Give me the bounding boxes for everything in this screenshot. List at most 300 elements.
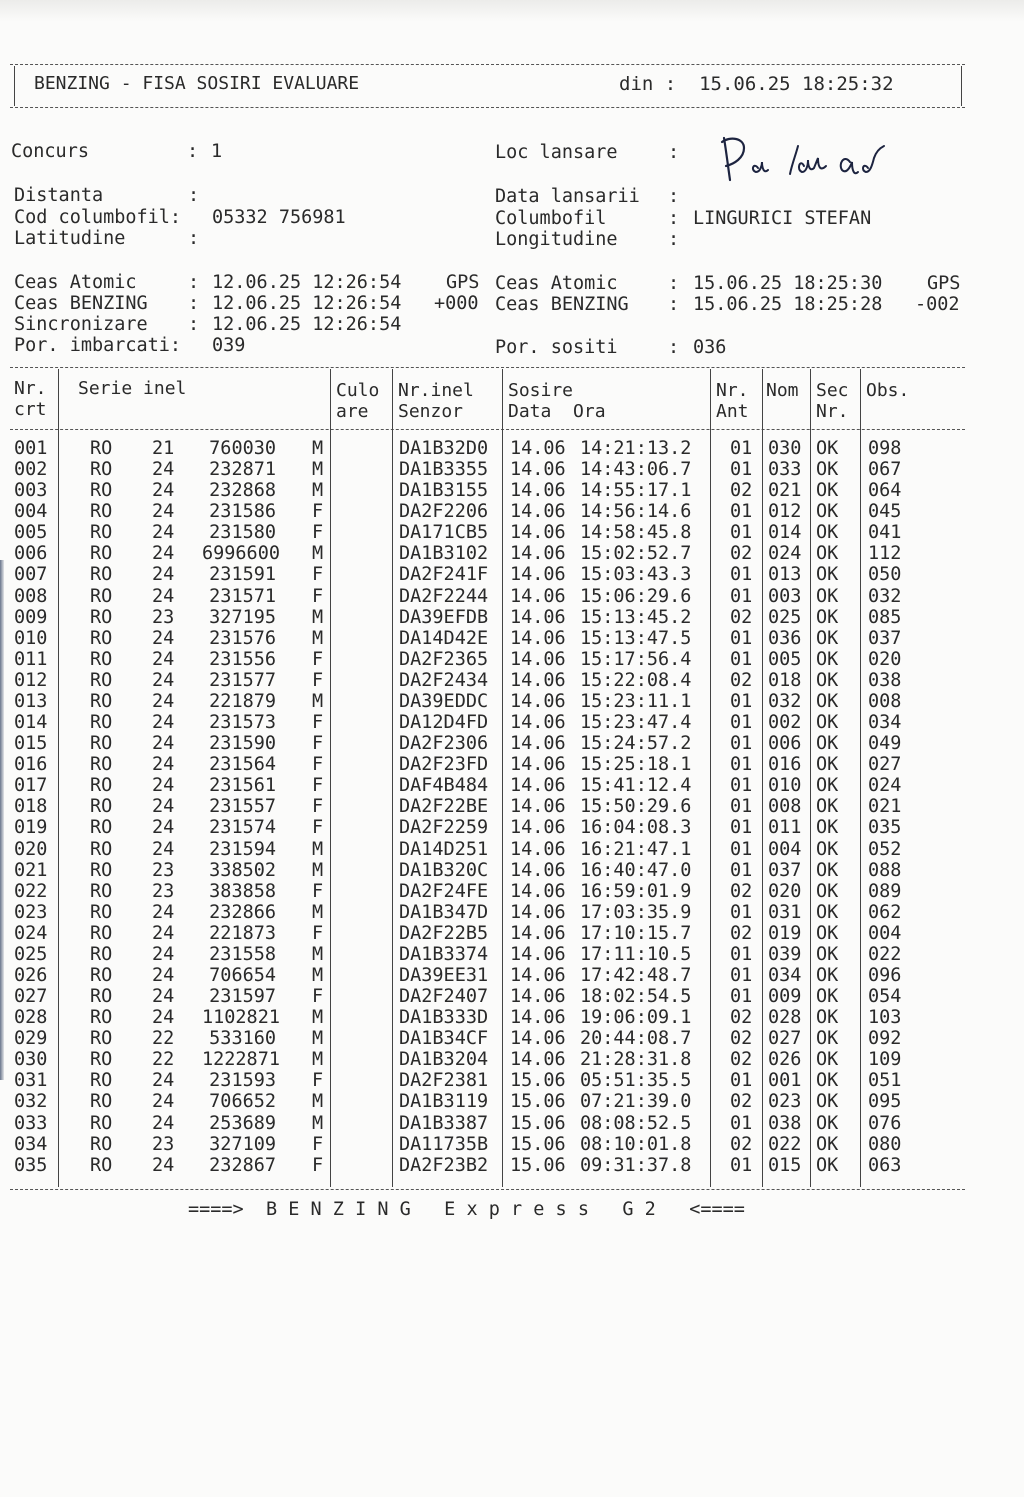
cell-sec: OK bbox=[816, 606, 839, 628]
cell-nr: 009 bbox=[14, 606, 48, 628]
th-nr: Nr. bbox=[14, 378, 47, 399]
cell-nom: 001 bbox=[768, 1070, 802, 1092]
sincronizare-value: 12.06.25 12:26:54 bbox=[212, 314, 402, 335]
cell-time: 14:43:06.7 bbox=[580, 459, 692, 481]
cell-ant: 01 bbox=[730, 564, 753, 586]
cell-year: 24 bbox=[152, 922, 175, 944]
table-header-separator bbox=[10, 429, 965, 430]
cod-columbofil-value: 05332 756981 bbox=[212, 207, 346, 228]
cell-date: 14.06 bbox=[510, 817, 566, 839]
cell-sex: M bbox=[312, 627, 324, 649]
cell-nr: 027 bbox=[14, 986, 48, 1008]
cell-country: RO bbox=[90, 775, 113, 797]
cell-nom: 002 bbox=[768, 712, 802, 734]
cell-sensor: DAF4B484 bbox=[399, 775, 489, 797]
cell-ring: 231597 bbox=[209, 986, 276, 1008]
cell-obs: 022 bbox=[868, 943, 902, 965]
cell-ant: 02 bbox=[730, 606, 753, 628]
cell-sec: OK bbox=[816, 838, 839, 860]
cell-nom: 027 bbox=[768, 1028, 802, 1050]
cell-sex: M bbox=[312, 690, 324, 712]
cell-nom: 028 bbox=[768, 1007, 802, 1029]
table-row bbox=[14, 649, 974, 670]
cell-ring: 231573 bbox=[209, 712, 276, 734]
cell-nom: 023 bbox=[768, 1091, 802, 1113]
cell-sex: F bbox=[312, 712, 324, 734]
th-sec-nr: Nr. bbox=[816, 401, 849, 422]
cell-obs: 109 bbox=[868, 1049, 902, 1071]
cell-sec: OK bbox=[816, 943, 839, 965]
cell-ring: 221879 bbox=[209, 690, 276, 712]
cell-ant: 01 bbox=[730, 986, 753, 1008]
cell-obs: 054 bbox=[868, 986, 902, 1008]
cell-sensor: DA2F2244 bbox=[399, 585, 489, 607]
cell-year: 24 bbox=[152, 501, 175, 523]
cell-date: 14.06 bbox=[510, 459, 566, 481]
cell-obs: 041 bbox=[868, 522, 902, 544]
imbarcati-value: 039 bbox=[212, 335, 246, 356]
cell-country: RO bbox=[90, 522, 113, 544]
table-row bbox=[14, 691, 974, 712]
cell-sec: OK bbox=[816, 986, 839, 1008]
cell-date: 15.06 bbox=[510, 1154, 566, 1176]
cell-year: 24 bbox=[152, 965, 175, 986]
table-row bbox=[14, 670, 974, 691]
table-row bbox=[14, 1028, 974, 1049]
cell-sex: F bbox=[312, 669, 324, 691]
cell-year: 24 bbox=[152, 669, 175, 691]
cell-sensor: DA14D42E bbox=[399, 627, 489, 649]
cell-ant: 02 bbox=[730, 480, 753, 502]
th-data-ora: Data Ora bbox=[508, 401, 606, 422]
colon: : bbox=[668, 337, 680, 358]
cell-ring: 232871 bbox=[209, 459, 276, 481]
cell-country: RO bbox=[90, 585, 113, 607]
ceas-benzing-diff: +000 bbox=[434, 293, 479, 314]
colon: : bbox=[668, 229, 680, 250]
cell-nom: 004 bbox=[768, 838, 802, 860]
cell-nr: 010 bbox=[14, 627, 48, 649]
cell-sex: M bbox=[312, 838, 324, 860]
cell-ant: 02 bbox=[730, 669, 753, 691]
cell-sec: OK bbox=[816, 648, 839, 670]
cell-year: 24 bbox=[152, 480, 175, 502]
cell-date: 14.06 bbox=[510, 880, 566, 902]
cell-date: 14.06 bbox=[510, 543, 566, 565]
cell-nom: 005 bbox=[768, 648, 802, 670]
cell-obs: 024 bbox=[868, 775, 902, 797]
cell-obs: 037 bbox=[868, 627, 902, 649]
cell-year: 24 bbox=[152, 838, 175, 860]
cell-time: 09:31:37.8 bbox=[580, 1154, 692, 1176]
data-lansarii-label: Data lansarii bbox=[495, 186, 640, 207]
cell-sex: M bbox=[312, 606, 324, 628]
cell-sensor: DA1B3102 bbox=[399, 543, 489, 565]
th-obs: Obs. bbox=[866, 380, 910, 401]
cell-sec: OK bbox=[816, 712, 839, 734]
cell-sensor: DA39EE31 bbox=[399, 965, 489, 986]
cell-time: 17:11:10.5 bbox=[580, 943, 692, 965]
cell-date: 15.06 bbox=[510, 1112, 566, 1134]
cell-obs: 103 bbox=[868, 1007, 902, 1029]
table-row bbox=[14, 817, 974, 838]
cell-country: RO bbox=[90, 922, 113, 944]
cell-obs: 067 bbox=[868, 459, 902, 481]
table-row bbox=[14, 1113, 974, 1134]
cell-nr: 008 bbox=[14, 585, 48, 607]
cell-obs: 095 bbox=[868, 1091, 902, 1113]
cell-date: 14.06 bbox=[510, 901, 566, 923]
cell-sex: M bbox=[312, 543, 324, 565]
table-row bbox=[14, 965, 974, 986]
cell-country: RO bbox=[90, 1049, 113, 1071]
cell-sex: M bbox=[312, 1049, 324, 1071]
cell-nom: 039 bbox=[768, 943, 802, 965]
columbofil-value: LINGURICI STEFAN bbox=[693, 208, 872, 229]
cell-ant: 01 bbox=[730, 733, 753, 755]
cell-nom: 024 bbox=[768, 543, 802, 565]
cell-obs: 038 bbox=[868, 669, 902, 691]
cell-nom: 009 bbox=[768, 986, 802, 1008]
cell-date: 14.06 bbox=[510, 438, 566, 459]
cell-country: RO bbox=[90, 712, 113, 734]
cell-obs: 092 bbox=[868, 1028, 902, 1050]
cell-nom: 033 bbox=[768, 459, 802, 481]
cell-ring: 231571 bbox=[209, 585, 276, 607]
cell-ring: 231591 bbox=[209, 564, 276, 586]
cell-time: 14:55:17.1 bbox=[580, 480, 692, 502]
cell-sec: OK bbox=[816, 754, 839, 776]
cell-country: RO bbox=[90, 901, 113, 923]
cell-obs: 096 bbox=[868, 965, 902, 986]
cell-ring: 231576 bbox=[209, 627, 276, 649]
cell-country: RO bbox=[90, 796, 113, 818]
cell-sec: OK bbox=[816, 669, 839, 691]
cell-obs: 076 bbox=[868, 1112, 902, 1134]
cell-ant: 01 bbox=[730, 1112, 753, 1134]
cell-obs: 049 bbox=[868, 733, 902, 755]
cell-ring: 231586 bbox=[209, 501, 276, 523]
cell-sex: M bbox=[312, 1028, 324, 1050]
ceas-benzing-value: 15.06.25 18:25:28 bbox=[693, 294, 883, 315]
cell-obs: 027 bbox=[868, 754, 902, 776]
cell-date: 14.06 bbox=[510, 522, 566, 544]
cell-time: 08:08:52.5 bbox=[580, 1112, 692, 1134]
cell-ring: 231561 bbox=[209, 775, 276, 797]
cell-year: 24 bbox=[152, 712, 175, 734]
cell-ring: 706654 bbox=[209, 965, 276, 986]
cell-year: 24 bbox=[152, 690, 175, 712]
cell-ant: 01 bbox=[730, 796, 753, 818]
ceas-benzing-label: Ceas BENZING bbox=[495, 294, 629, 315]
cell-obs: 050 bbox=[868, 564, 902, 586]
cell-nom: 037 bbox=[768, 859, 802, 881]
cell-year: 24 bbox=[152, 1070, 175, 1092]
scan-shadow bbox=[0, 0, 1024, 22]
cell-ant: 01 bbox=[730, 817, 753, 839]
sositi-label: Por. sositi bbox=[495, 337, 618, 358]
cell-sensor: DA1B3374 bbox=[399, 943, 489, 965]
cod-columbofil-label: Cod columbofil: bbox=[14, 207, 182, 228]
cell-ring: 338502 bbox=[209, 859, 276, 881]
cell-ant: 01 bbox=[730, 501, 753, 523]
cell-sec: OK bbox=[816, 796, 839, 818]
cell-sensor: DA2F23B2 bbox=[399, 1154, 489, 1176]
table-row bbox=[14, 712, 974, 733]
cell-obs: 032 bbox=[868, 585, 902, 607]
cell-country: RO bbox=[90, 669, 113, 691]
cell-sensor: DA14D251 bbox=[399, 838, 489, 860]
th-senzor: Senzor bbox=[398, 401, 464, 422]
cell-time: 20:44:08.7 bbox=[580, 1028, 692, 1050]
table-row bbox=[14, 944, 974, 965]
cell-ant: 01 bbox=[730, 965, 753, 986]
cell-nr: 016 bbox=[14, 754, 48, 776]
cell-obs: 063 bbox=[868, 1154, 902, 1176]
cell-sensor: DA2F2381 bbox=[399, 1070, 489, 1092]
cell-nr: 005 bbox=[14, 522, 48, 544]
cell-nr: 013 bbox=[14, 690, 48, 712]
cell-nr: 020 bbox=[14, 838, 48, 860]
cell-nr: 001 bbox=[14, 438, 48, 459]
cell-obs: 008 bbox=[868, 690, 902, 712]
cell-time: 15:03:43.3 bbox=[580, 564, 692, 586]
cell-country: RO bbox=[90, 733, 113, 755]
cell-sex: M bbox=[312, 1112, 324, 1134]
cell-sex: F bbox=[312, 1070, 324, 1092]
table-row bbox=[14, 796, 974, 817]
table-bottom-border bbox=[10, 1189, 965, 1190]
cell-nr: 019 bbox=[14, 817, 48, 839]
table-row bbox=[14, 564, 974, 585]
cell-time: 15:25:18.1 bbox=[580, 754, 692, 776]
cell-year: 23 bbox=[152, 606, 175, 628]
th-serie-inel: Serie inel bbox=[78, 378, 187, 399]
cell-nom: 030 bbox=[768, 438, 802, 459]
ceas-benzing-value: 12.06.25 12:26:54 bbox=[212, 293, 402, 314]
cell-sensor: DA2F2306 bbox=[399, 733, 489, 755]
cell-year: 24 bbox=[152, 796, 175, 818]
cell-time: 15:23:47.4 bbox=[580, 712, 692, 734]
cell-obs: 085 bbox=[868, 606, 902, 628]
cell-obs: 035 bbox=[868, 817, 902, 839]
cell-ring: 383858 bbox=[209, 880, 276, 902]
cell-time: 15:24:57.2 bbox=[580, 733, 692, 755]
cell-sec: OK bbox=[816, 690, 839, 712]
cell-sec: OK bbox=[816, 1112, 839, 1134]
cell-nr: 004 bbox=[14, 501, 48, 523]
cell-nr: 030 bbox=[14, 1049, 48, 1071]
cell-nom: 025 bbox=[768, 606, 802, 628]
cell-country: RO bbox=[90, 459, 113, 481]
cell-sec: OK bbox=[816, 880, 839, 902]
table-row bbox=[14, 607, 974, 628]
colon: : bbox=[188, 293, 200, 314]
cell-ant: 01 bbox=[730, 859, 753, 881]
cell-nr: 026 bbox=[14, 965, 48, 986]
cell-sex: M bbox=[312, 459, 324, 481]
th-nom: Nom bbox=[766, 380, 799, 401]
colon: : bbox=[668, 273, 680, 294]
cell-ant: 01 bbox=[730, 585, 753, 607]
cell-sex: F bbox=[312, 1133, 324, 1155]
cell-sec: OK bbox=[816, 1133, 839, 1155]
cell-nr: 034 bbox=[14, 1133, 48, 1155]
ceas-atomic-value: 15.06.25 18:25:30 bbox=[693, 273, 883, 294]
cell-sensor: DA2F2365 bbox=[399, 648, 489, 670]
cell-sec: OK bbox=[816, 1028, 839, 1050]
cell-sec: OK bbox=[816, 564, 839, 586]
cell-sensor: DA2F2407 bbox=[399, 986, 489, 1008]
cell-nom: 036 bbox=[768, 627, 802, 649]
cell-time: 15:13:47.5 bbox=[580, 627, 692, 649]
cell-sex: F bbox=[312, 817, 324, 839]
table-top-border bbox=[10, 367, 965, 368]
cell-year: 22 bbox=[152, 1049, 175, 1071]
cell-nr: 024 bbox=[14, 922, 48, 944]
ceas-benzing-label: Ceas BENZING bbox=[14, 293, 148, 314]
cell-date: 14.06 bbox=[510, 648, 566, 670]
cell-nr: 021 bbox=[14, 859, 48, 881]
colon: : bbox=[668, 294, 680, 315]
cell-sensor: DA2F2434 bbox=[399, 669, 489, 691]
cell-nom: 034 bbox=[768, 965, 802, 986]
cell-time: 15:23:11.1 bbox=[580, 690, 692, 712]
cell-nr: 033 bbox=[14, 1112, 48, 1134]
cell-year: 24 bbox=[152, 943, 175, 965]
ceas-atomic-label: Ceas Atomic bbox=[14, 272, 137, 293]
cell-sensor: DA1B333D bbox=[399, 1007, 489, 1029]
cell-country: RO bbox=[90, 754, 113, 776]
cell-time: 15:17:56.4 bbox=[580, 648, 692, 670]
ceas-atomic-value: 12.06.25 12:26:54 bbox=[212, 272, 402, 293]
cell-sec: OK bbox=[816, 901, 839, 923]
cell-country: RO bbox=[90, 880, 113, 902]
cell-nr: 018 bbox=[14, 796, 48, 818]
cell-date: 14.06 bbox=[510, 986, 566, 1008]
cell-nr: 022 bbox=[14, 880, 48, 902]
cell-time: 18:02:54.5 bbox=[580, 986, 692, 1008]
cell-obs: 080 bbox=[868, 1133, 902, 1155]
cell-date: 14.06 bbox=[510, 965, 566, 986]
table-row bbox=[14, 438, 974, 459]
handwritten-location bbox=[700, 128, 900, 198]
cell-sec: OK bbox=[816, 480, 839, 502]
cell-time: 21:28:31.8 bbox=[580, 1049, 692, 1071]
cell-date: 14.06 bbox=[510, 606, 566, 628]
cell-sensor: DA171CB5 bbox=[399, 522, 489, 544]
cell-ring: 533160 bbox=[209, 1028, 276, 1050]
cell-sex: M bbox=[312, 901, 324, 923]
cell-obs: 089 bbox=[868, 880, 902, 902]
cell-year: 24 bbox=[152, 775, 175, 797]
cell-date: 15.06 bbox=[510, 1070, 566, 1092]
colon: : bbox=[188, 185, 200, 206]
cell-country: RO bbox=[90, 1154, 113, 1176]
cell-nom: 003 bbox=[768, 585, 802, 607]
cell-sensor: DA1B32D0 bbox=[399, 438, 489, 459]
cell-nr: 031 bbox=[14, 1070, 48, 1092]
cell-sec: OK bbox=[816, 1154, 839, 1176]
cell-country: RO bbox=[90, 1091, 113, 1113]
cell-nr: 007 bbox=[14, 564, 48, 586]
cell-year: 24 bbox=[152, 754, 175, 776]
sincronizare-label: Sincronizare bbox=[14, 314, 148, 335]
cell-year: 24 bbox=[152, 543, 175, 565]
cell-sensor: DA2F2259 bbox=[399, 817, 489, 839]
cell-sensor: DA1B3204 bbox=[399, 1049, 489, 1071]
cell-sex: F bbox=[312, 754, 324, 776]
cell-ant: 01 bbox=[730, 627, 753, 649]
cell-country: RO bbox=[90, 838, 113, 860]
cell-obs: 020 bbox=[868, 648, 902, 670]
cell-nom: 022 bbox=[768, 1133, 802, 1155]
cell-nr: 017 bbox=[14, 775, 48, 797]
cell-sex: M bbox=[312, 965, 324, 986]
cell-ant: 01 bbox=[730, 1154, 753, 1176]
cell-year: 24 bbox=[152, 627, 175, 649]
cell-nr: 025 bbox=[14, 943, 48, 965]
cell-date: 14.06 bbox=[510, 775, 566, 797]
table-row bbox=[14, 775, 974, 796]
cell-ant: 01 bbox=[730, 522, 753, 544]
cell-ring: 327195 bbox=[209, 606, 276, 628]
cell-nom: 015 bbox=[768, 1154, 802, 1176]
cell-nom: 026 bbox=[768, 1049, 802, 1071]
ceas-atomic-label: Ceas Atomic bbox=[495, 273, 618, 294]
cell-year: 23 bbox=[152, 880, 175, 902]
cell-time: 08:10:01.8 bbox=[580, 1133, 692, 1155]
cell-sensor: DA39EDDC bbox=[399, 690, 489, 712]
header-bottom-border bbox=[10, 107, 965, 108]
cell-sex: F bbox=[312, 522, 324, 544]
cell-sensor: DA2F22B5 bbox=[399, 922, 489, 944]
cell-date: 14.06 bbox=[510, 838, 566, 860]
cell-sec: OK bbox=[816, 627, 839, 649]
cell-sensor: DA1B3387 bbox=[399, 1112, 489, 1134]
cell-sex: M bbox=[312, 480, 324, 502]
cell-ring: 706652 bbox=[209, 1091, 276, 1113]
cell-ant: 01 bbox=[730, 690, 753, 712]
cell-sensor: DA2F23FD bbox=[399, 754, 489, 776]
cell-ring: 221873 bbox=[209, 922, 276, 944]
cell-sensor: DA1B3119 bbox=[399, 1091, 489, 1113]
cell-year: 23 bbox=[152, 1133, 175, 1155]
cell-sec: OK bbox=[816, 859, 839, 881]
cell-year: 22 bbox=[152, 1028, 175, 1050]
colon: : bbox=[187, 141, 199, 162]
cell-ring: 232866 bbox=[209, 901, 276, 923]
cell-date: 14.06 bbox=[510, 1007, 566, 1029]
cell-ant: 01 bbox=[730, 438, 753, 459]
cell-ant: 02 bbox=[730, 1028, 753, 1050]
cell-sec: OK bbox=[816, 817, 839, 839]
cell-year: 24 bbox=[152, 1154, 175, 1176]
cell-country: RO bbox=[90, 943, 113, 965]
th-culoare-2: are bbox=[336, 401, 369, 422]
cell-country: RO bbox=[90, 1007, 113, 1029]
table-row bbox=[14, 522, 974, 543]
cell-sex: F bbox=[312, 986, 324, 1008]
loc-lansare-label: Loc lansare bbox=[495, 142, 618, 163]
cell-sensor: DA1B320C bbox=[399, 859, 489, 881]
cell-ring: 231580 bbox=[209, 522, 276, 544]
cell-nom: 018 bbox=[768, 669, 802, 691]
cell-ant: 01 bbox=[730, 754, 753, 776]
cell-date: 14.06 bbox=[510, 1028, 566, 1050]
cell-time: 16:40:47.0 bbox=[580, 859, 692, 881]
cell-sex: F bbox=[312, 733, 324, 755]
